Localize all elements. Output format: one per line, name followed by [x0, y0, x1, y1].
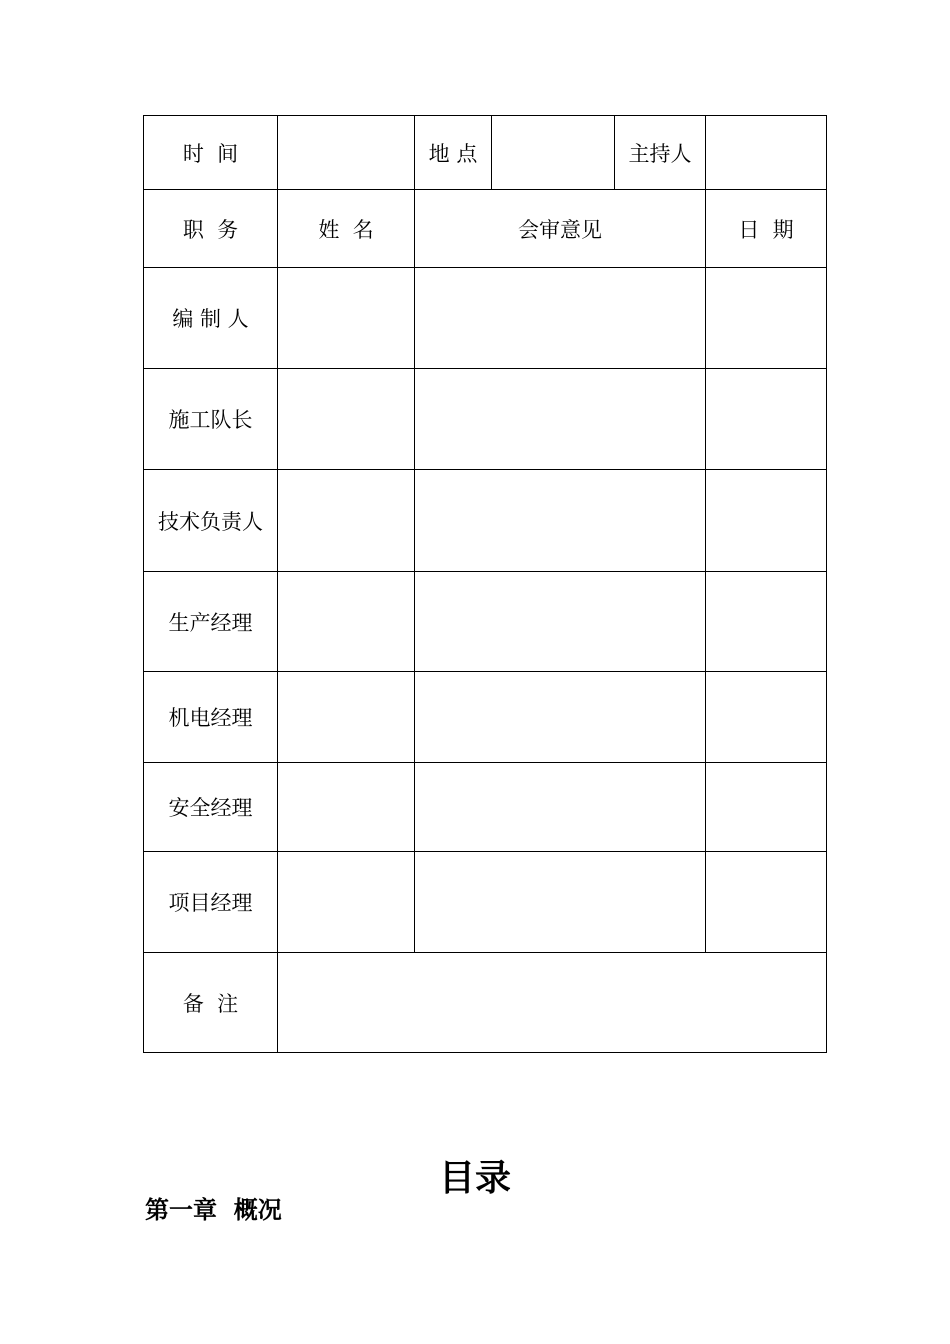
date-cell[interactable]	[706, 268, 827, 369]
host-value-cell[interactable]	[706, 116, 827, 190]
table-row	[144, 268, 827, 369]
table-row	[144, 763, 827, 852]
column-header-date: 日 期	[706, 190, 827, 268]
opinion-cell[interactable]	[415, 572, 706, 672]
table-row	[144, 572, 827, 672]
name-cell[interactable]	[278, 852, 415, 953]
role-label: 生产经理	[144, 572, 278, 672]
column-header-position: 职 务	[144, 190, 278, 268]
role-label: 安全经理	[144, 763, 278, 852]
column-header-opinion: 会审意见	[415, 190, 706, 268]
role-label: 编 制 人	[144, 268, 278, 369]
remarks-cell[interactable]	[278, 953, 827, 1053]
name-cell[interactable]	[278, 672, 415, 763]
date-cell[interactable]	[706, 672, 827, 763]
date-cell[interactable]	[706, 470, 827, 572]
opinion-cell[interactable]	[415, 852, 706, 953]
remarks-row	[144, 953, 827, 1053]
column-header-name: 姓 名	[278, 190, 415, 268]
role-label: 机电经理	[144, 672, 278, 763]
host-label: 主持人	[615, 116, 706, 190]
role-label: 技术负责人	[144, 470, 278, 572]
name-cell[interactable]	[278, 369, 415, 470]
review-form-table	[143, 115, 827, 1053]
name-cell[interactable]	[278, 268, 415, 369]
opinion-cell[interactable]	[415, 763, 706, 852]
header-row	[144, 116, 827, 190]
opinion-cell[interactable]	[415, 369, 706, 470]
date-cell[interactable]	[706, 763, 827, 852]
column-header-row	[144, 190, 827, 268]
remarks-label: 备 注	[144, 953, 278, 1053]
date-cell[interactable]	[706, 572, 827, 672]
date-cell[interactable]	[706, 852, 827, 953]
date-cell[interactable]	[706, 369, 827, 470]
time-value-cell[interactable]	[278, 116, 415, 190]
opinion-cell[interactable]	[415, 470, 706, 572]
opinion-cell[interactable]	[415, 672, 706, 763]
table-row	[144, 369, 827, 470]
name-cell[interactable]	[278, 470, 415, 572]
place-label: 地 点	[415, 116, 492, 190]
name-cell[interactable]	[278, 572, 415, 672]
toc-title: 目录	[438, 1158, 511, 1199]
toc-item[interactable]: 第一章 概况	[145, 1196, 282, 1224]
role-label: 施工队长	[144, 369, 278, 470]
table-row	[144, 470, 827, 572]
opinion-cell[interactable]	[415, 268, 706, 369]
time-label: 时 间	[144, 116, 278, 190]
name-cell[interactable]	[278, 763, 415, 852]
table-row	[144, 852, 827, 953]
role-label: 项目经理	[144, 852, 278, 953]
table-row	[144, 672, 827, 763]
place-value-cell[interactable]	[492, 116, 615, 190]
